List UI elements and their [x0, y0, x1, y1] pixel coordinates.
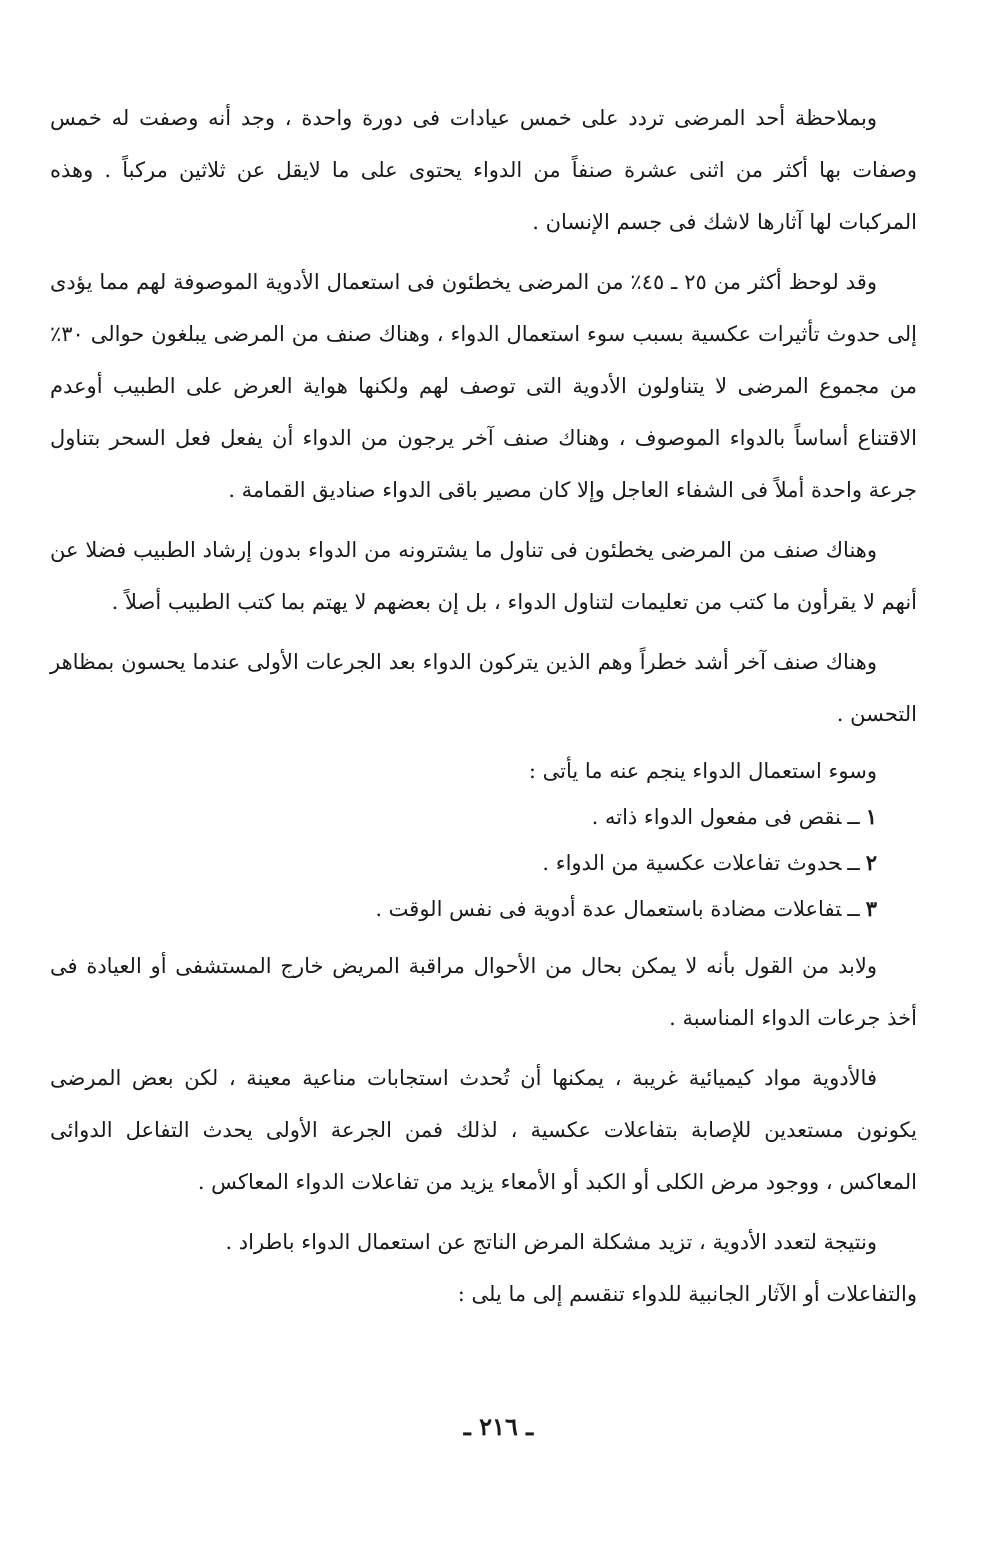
list-item	[50, 794, 877, 840]
closing-line: والتفاعلات أو الآثار الجانبية للدواء تنقسم إلى ما يلى :	[457, 1282, 917, 1306]
list-item-number: ٣	[865, 896, 877, 921]
list-item-text: نقص فى مفعول الدواء ذاته .	[591, 805, 842, 829]
list-item-number: ١	[865, 804, 877, 829]
paragraph-6: فالأدوية مواد كيميائية غريبة ، يمكنها أن تُحدث استجابات مناعية معينة ، لكن بعض المرضى يكونون مستعدين للإصابة بتفاعلات عكسية ، لذلك فمن الجرعة الأولى يحدث التفاعل الدوائى المعاكس ، ووجود مرض الكلى أو الكبد أو الأمعاء يزيد من تفاعلات الدواء المعاكس .	[50, 1066, 917, 1194]
paragraph-7: ونتيجة لتعدد الأدوية ، تزيد مشكلة المرض الناتج عن استعمال الدواء باطراد .	[225, 1230, 877, 1254]
list-item	[50, 840, 877, 886]
paragraph-1: وبملاحظة أحد المرضى تردد على خمس عيادات فى دورة واحدة ، وجد أنه وصفت له خمس وصفات بها أكثر من اثنى عشرة صنفاً من الدواء يحتوى على ما لايقل عن ثلاثين مركباً . وهذه المركبات لها آثارها لاشك فى جسم الإنسان .	[50, 106, 917, 234]
paragraph-5: ولابد من القول بأنه لا يمكن بحال من الأحوال مراقبة المريض خارج المستشفى أو العيادة فى أخذ جرعات الدواء المناسبة .	[50, 954, 917, 1030]
list-item-text: تفاعلات مضادة باستعمال عدة أدوية فى نفس الوقت .	[375, 897, 842, 921]
list-intro: وسوء استعمال الدواء ينجم عنه ما يأتى :	[528, 759, 877, 783]
list-item	[50, 886, 877, 932]
page-body	[50, 92, 917, 1328]
list-item-text: حدوث تفاعلات عكسية من الدواء .	[542, 851, 842, 875]
page-number: ـ ٢١٦ ـ	[463, 1412, 534, 1441]
list-item-dash: ــ	[847, 805, 860, 829]
list-item-number: ٢	[865, 850, 877, 875]
list-item-dash: ــ	[847, 897, 860, 921]
list-item-dash: ــ	[847, 851, 860, 875]
consequences-list	[50, 794, 917, 932]
paragraph-4: وهناك صنف آخر أشد خطراً وهم الذين يتركون الدواء بعد الجرعات الأولى عندما يحسون بمظاهر التحسن .	[50, 650, 917, 726]
paragraph-3: وهناك صنف من المرضى يخطئون فى تناول ما يشترونه من الدواء بدون إرشاد الطبيب فضلا عن أنهم لا يقرأون ما كتب من تعليمات لتناول الدواء ، بل إن بعضهم لا يهتم بما كتب الطبيب أصلاً .	[50, 538, 917, 614]
paragraph-2: وقد لوحظ أكثر من ٢٥ ـ ٤٥٪ من المرضى يخطئون فى استعمال الأدوية الموصوفة لهم مما يؤدى إلى حدوث تأثيرات عكسية بسبب سوء استعمال الدواء ، وهناك صنف من المرضى يبلغون حوالى ٣٠٪ من مجموع المرضى لا يتناولون الأدوية التى توصف لهم ولكنها هواية العرض على الطبيب أوعدم الاقتناع أساساً بالدواء الموصوف ، وهناك صنف آخر يرجون من الدواء أن يفعل فعل السحر بتناول جرعة واحدة أملاً فى الشفاء العاجل وإلا كان مصير باقى الدواء صناديق القمامة .	[50, 270, 917, 502]
